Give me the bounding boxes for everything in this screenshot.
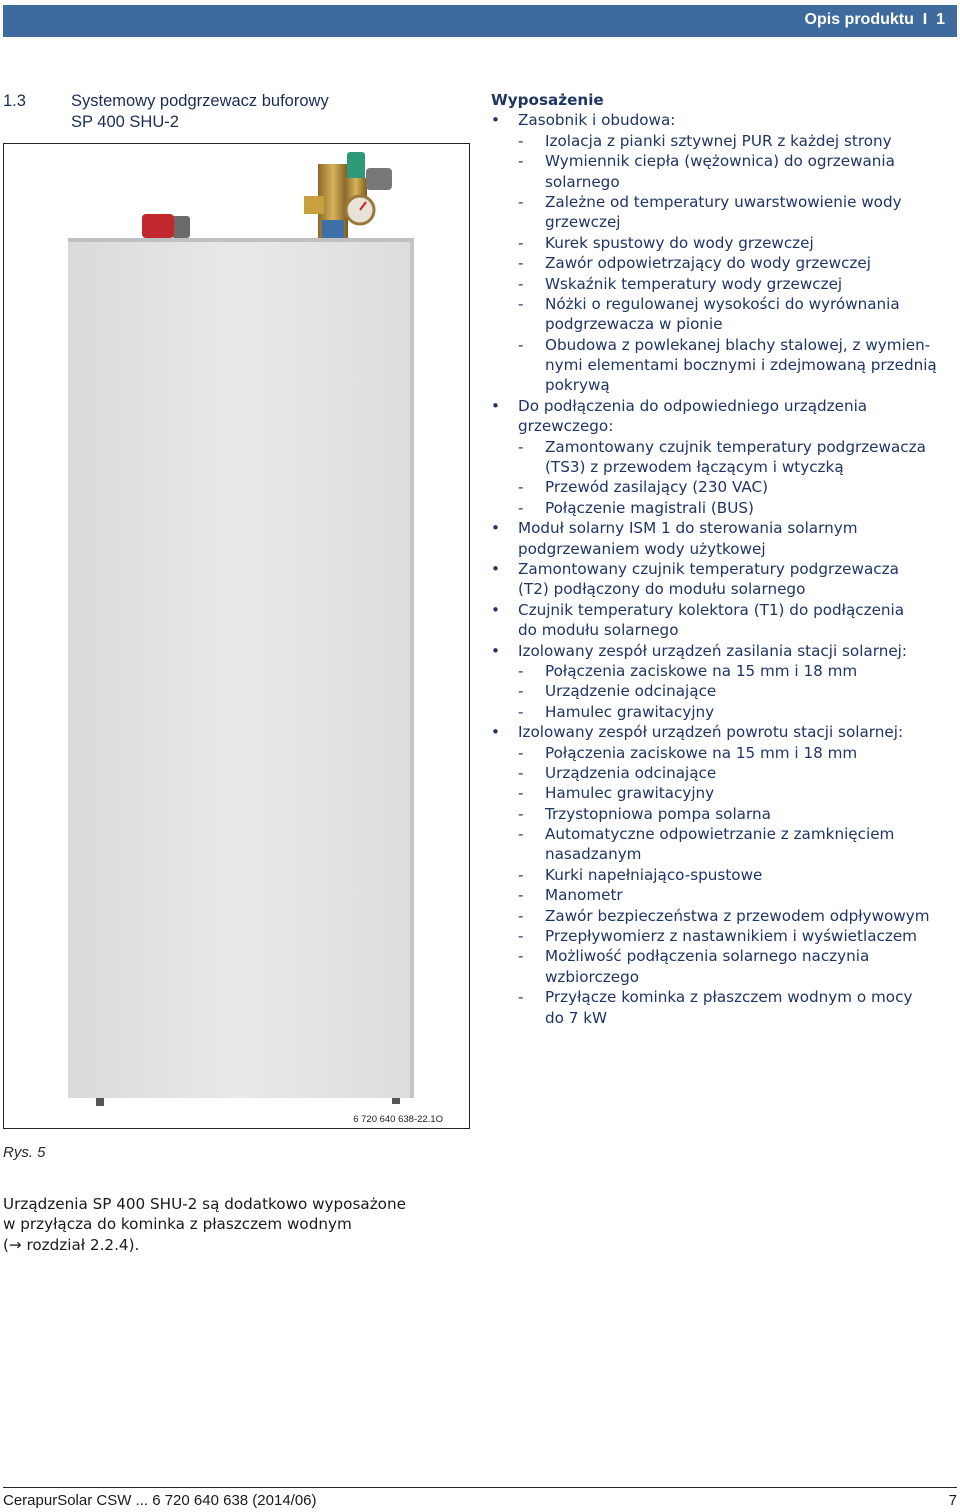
dash: - — [518, 192, 524, 211]
list-subitem: - Zawór odpowietrzający do wody grzewczej — [518, 254, 871, 273]
dash: - — [518, 865, 524, 884]
bullet: • — [491, 641, 500, 660]
list-subitem: - Urządzenia odcinające — [518, 763, 717, 782]
dash: - — [518, 437, 524, 456]
list-subitem: - Izolacja z pianki sztywnej PUR z każdej strony — [518, 131, 892, 150]
dash: - — [518, 335, 524, 354]
bullet: • — [491, 723, 500, 742]
list-item: • Moduł solarny ISM 1 do sterowania solarnym — [491, 519, 858, 538]
list-subitem: - Trzystopniowa pompa solarna — [518, 804, 771, 823]
dash: - — [518, 478, 524, 497]
green-valve-cap — [347, 152, 365, 180]
list-subitem-continued: wzbiorczego — [545, 967, 640, 986]
page-number: 7 — [948, 1492, 957, 1509]
list-subitem: - Połączenie magistrali (BUS) — [518, 498, 754, 517]
dash: - — [518, 988, 524, 1007]
list-subitem: - Przewód zasilający (230 VAC) — [518, 478, 769, 497]
dash: - — [518, 498, 524, 517]
equipment-heading: Wyposażenie — [491, 91, 604, 109]
dash: - — [518, 682, 524, 701]
dash: - — [518, 233, 524, 252]
list-subitem: - Wymiennik ciepła (wężownica) do ogrzewania — [518, 152, 895, 171]
dash: - — [518, 825, 524, 844]
section-number: 1.3 — [3, 92, 26, 110]
footer-document-id: CerapurSolar CSW ... 6 720 640 638 (2014/06) — [3, 1492, 317, 1509]
list-subitem: - Hamulec grawitacyjny — [518, 702, 715, 721]
dash: - — [518, 702, 524, 721]
section-title — [71, 91, 431, 132]
list-subitem: - Połączenia zaciskowe na 15 mm i 18 mm — [518, 743, 858, 762]
list-subitem: - Możliwość podłączenia solarnego naczynia — [518, 947, 870, 966]
list-item-continued: podgrzewaniem wody użytkowej — [518, 539, 766, 558]
dash: - — [518, 947, 524, 966]
list-subitem: - Połączenia zaciskowe na 15 mm i 18 mm — [518, 661, 858, 680]
blue-pump-part — [322, 220, 344, 238]
dash: - — [518, 927, 524, 946]
pipe-connection — [172, 216, 190, 238]
list-subitem: - Kurki napełniająco-spustowe — [518, 865, 763, 884]
product-figure — [3, 143, 470, 1129]
dash: - — [518, 743, 524, 762]
list-subitem-continued: pokrywą — [545, 376, 610, 395]
cabinet-front — [68, 238, 410, 1098]
body-line: Urządzenia SP 400 SHU-2 są dodatkowo wyposażone — [3, 1195, 406, 1213]
list-subitem: - Kurek spustowy do wody grzewczej — [518, 233, 814, 252]
list-subitem: - Nóżki o regulowanej wysokości do wyrównania — [518, 294, 900, 313]
list-subitem-continued: (TS3) z przewodem łączącym i wtyczką — [545, 458, 844, 477]
list-item-continued: do modułu solarnego — [518, 621, 679, 640]
dash: - — [518, 294, 524, 313]
body-line: w przyłącza do kominka z płaszczem wodnym — [3, 1215, 352, 1234]
list-subitem-continued: do 7 kW — [545, 1008, 608, 1027]
bullet: • — [491, 396, 500, 415]
dash: - — [518, 661, 524, 680]
list-subitem: - Wskaźnik temperatury wody grzewczej — [518, 274, 843, 293]
bullet: • — [491, 560, 500, 578]
red-valve-cap — [142, 214, 174, 238]
water-heater-illustration — [4, 144, 470, 1129]
page-header-bar — [3, 5, 957, 37]
list-subitem: - Manometr — [518, 886, 623, 905]
figure-code: 6 720 640 638-22.1O — [353, 1114, 443, 1125]
list-item-continued: (T2) podłączony do modułu solarnego — [518, 580, 806, 599]
bullet: • — [491, 519, 500, 538]
list-item: • Zamontowany czujnik temperatury podgrzewacza — [491, 560, 899, 578]
list-subitem-continued: nymi elementami bocznymi i zdejmowaną przednią — [545, 356, 937, 375]
list-item: • Zasobnik i obudowa: — [491, 111, 676, 130]
dash: - — [518, 763, 524, 782]
dash: - — [518, 906, 524, 925]
body-paragraph — [3, 1194, 463, 1255]
figure-caption: Rys. 5 — [3, 1144, 46, 1161]
list-item-continued: grzewczego: — [518, 417, 614, 436]
header-title: Opis produktu I 1 — [804, 11, 945, 28]
list-subitem: - Hamulec grawitacyjny — [518, 784, 715, 803]
foot-right — [392, 1098, 400, 1104]
list-subitem: - Zależne od temperatury uwarstwowienie wody — [518, 192, 902, 211]
dash: - — [518, 131, 524, 150]
list-subitem: - Urządzenie odcinające — [518, 682, 717, 701]
equipment-list — [491, 90, 957, 1028]
list-subitem: - Obudowa z powlekanej blachy stalowej, z wymien- — [518, 335, 931, 354]
list-item: • Izolowany zespół urządzeń powrotu stacji solarnej: — [491, 723, 904, 742]
foot-left — [96, 1098, 104, 1106]
list-subitem: - Zawór bezpieczeństwa z przewodem odpływowym — [518, 906, 930, 925]
list-subitem: - Zamontowany czujnik temperatury podgrzewacza — [518, 437, 926, 456]
dash: - — [518, 886, 524, 905]
dash: - — [518, 254, 524, 273]
list-subitem-continued: podgrzewacza w pionie — [545, 315, 723, 334]
section-title-line-1: Systemowy podgrzewacz buforowy — [71, 92, 329, 110]
dash: - — [518, 152, 524, 171]
list-subitem: - Automatyczne odpowietrzanie z zamknięciem — [518, 825, 895, 844]
list-subitem: - Przyłącze kominka z płaszczem wodnym o mocy — [518, 988, 913, 1007]
dash: - — [518, 274, 524, 293]
section-title-line-2: SP 400 SHU-2 — [71, 112, 179, 131]
list-subitem-continued: nasadzanym — [545, 845, 642, 864]
list-item: • Izolowany zespół urządzeń zasilania stacji solarnej: — [491, 641, 908, 660]
bullet: • — [491, 111, 500, 130]
footer-divider — [3, 1487, 957, 1488]
list-item: • Do podłączenia do odpowiedniego urządzenia — [491, 396, 868, 415]
dash: - — [518, 784, 524, 803]
dash: - — [518, 804, 524, 823]
bullet: • — [491, 600, 500, 619]
list-subitem: - Przepływomierz z nastawnikiem i wyświetlaczem — [518, 927, 917, 946]
list-item: • Czujnik temperatury kolektora (T1) do podłączenia — [491, 600, 905, 619]
list-subitem-continued: solarnego — [545, 172, 620, 191]
list-subitem-continued: grzewczej — [545, 213, 621, 232]
outlet-elbow — [366, 168, 392, 190]
body-line: (→ rozdział 2.2.4). — [3, 1235, 140, 1254]
